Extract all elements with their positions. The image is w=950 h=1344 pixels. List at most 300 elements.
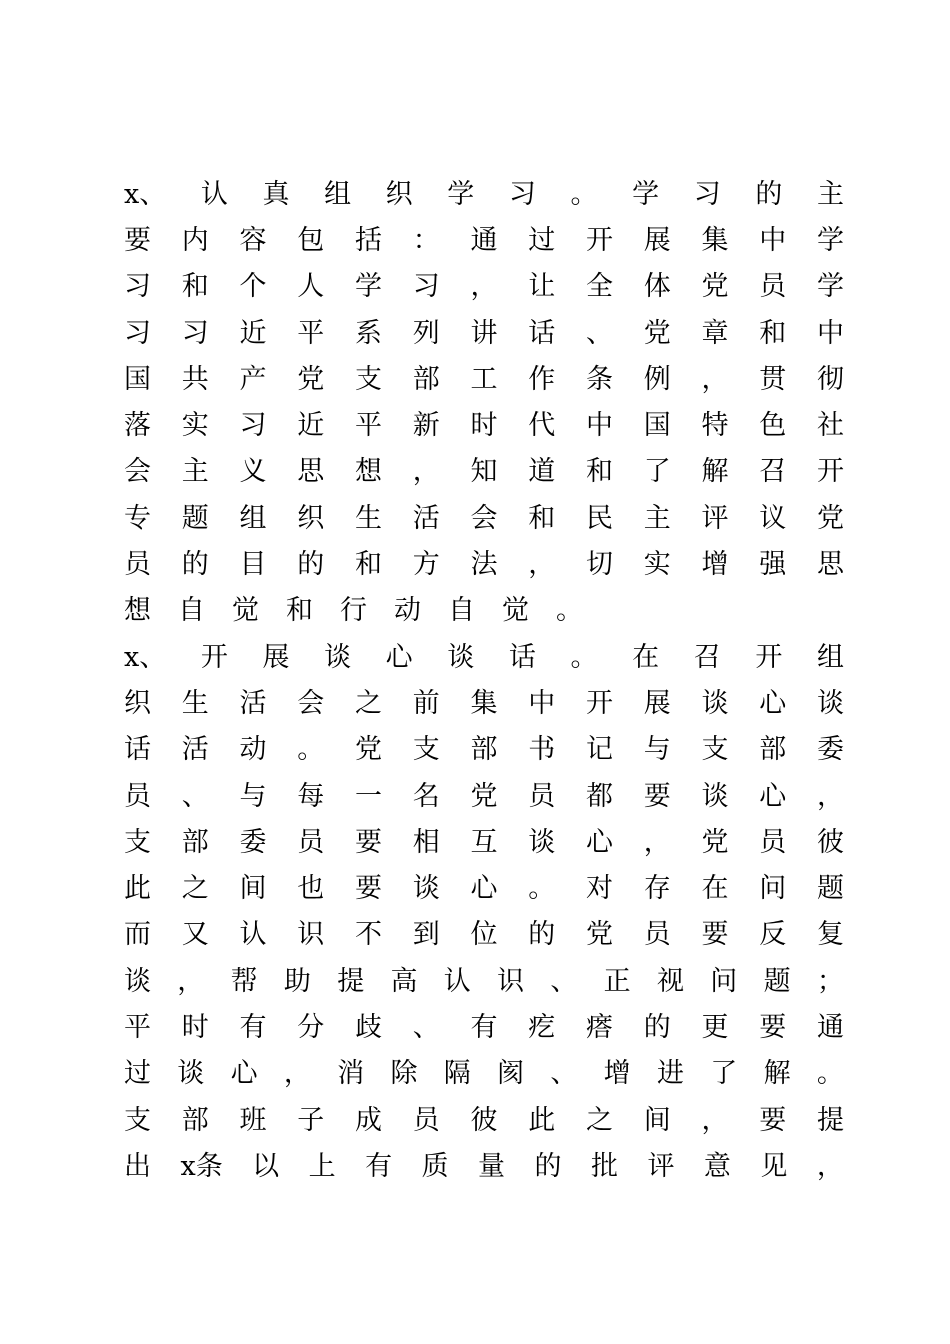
glyph: 有 — [470, 1011, 498, 1043]
glyph: ， — [283, 1058, 311, 1090]
glyph: 义 — [239, 456, 267, 488]
text-line — [124, 353, 844, 399]
glyph: 话 — [528, 317, 556, 349]
glyph: 活 — [239, 687, 267, 719]
glyph: 学 — [355, 271, 382, 303]
glyph: 动 — [239, 734, 267, 766]
glyph: 党 — [701, 271, 729, 303]
glyph: 上 — [308, 1150, 336, 1182]
glyph: 会 — [470, 502, 498, 534]
glyph: 员 — [124, 549, 151, 581]
text-line — [124, 168, 844, 214]
glyph: 题 — [763, 965, 791, 997]
glyph: 复 — [817, 919, 844, 951]
text-line — [124, 955, 844, 1001]
glyph: 评 — [701, 502, 729, 534]
glyph: 活 — [412, 502, 440, 534]
text-line — [124, 1094, 844, 1140]
glyph: 员 — [297, 826, 325, 858]
glyph: 集 — [701, 224, 729, 256]
text-line — [124, 585, 844, 631]
glyph: 党 — [643, 317, 671, 349]
glyph: 展 — [262, 641, 290, 673]
glyph: 织 — [124, 687, 151, 719]
glyph: 心 — [385, 641, 413, 673]
glyph: 组 — [239, 502, 267, 534]
glyph: x、 — [124, 641, 167, 673]
glyph: 色 — [759, 410, 787, 442]
glyph: 解 — [701, 456, 729, 488]
glyph: 习 — [508, 178, 536, 210]
glyph: 。 — [816, 1058, 844, 1090]
text-line — [124, 399, 844, 445]
glyph: 一 — [355, 780, 382, 812]
glyph: 学 — [817, 224, 844, 256]
glyph: 部 — [470, 734, 498, 766]
glyph: 、 — [550, 965, 578, 997]
glyph: x条 — [180, 1150, 223, 1182]
glyph: 议 — [759, 502, 787, 534]
glyph: 特 — [701, 410, 729, 442]
glyph: 彼 — [817, 826, 844, 858]
glyph: 了 — [643, 456, 671, 488]
glyph: 提 — [817, 1104, 844, 1136]
glyph: 意 — [703, 1150, 731, 1182]
glyph: 心 — [759, 780, 787, 812]
glyph: 认 — [443, 965, 471, 997]
glyph: 也 — [297, 873, 325, 905]
glyph: 之 — [181, 873, 209, 905]
glyph: 平 — [297, 317, 325, 349]
text-line — [124, 724, 844, 770]
glyph: 以 — [252, 1150, 280, 1182]
glyph: 体 — [643, 271, 671, 303]
glyph: 消 — [337, 1058, 365, 1090]
glyph: 支 — [355, 363, 382, 395]
glyph: 的 — [181, 549, 209, 581]
glyph: 平 — [355, 410, 382, 442]
glyph: 出 — [124, 1150, 151, 1182]
glyph: 社 — [817, 410, 844, 442]
glyph: 系 — [355, 317, 382, 349]
glyph: 谈 — [701, 687, 729, 719]
glyph: 见 — [760, 1150, 788, 1182]
glyph: 间 — [643, 1104, 671, 1136]
text-line — [124, 631, 844, 677]
glyph: 实 — [181, 410, 209, 442]
glyph: 委 — [239, 826, 267, 858]
glyph: 例 — [643, 363, 671, 395]
glyph: 组 — [816, 641, 844, 673]
glyph: 书 — [528, 734, 556, 766]
glyph: 的 — [528, 919, 556, 951]
glyph: 要 — [759, 1011, 787, 1043]
glyph: 彻 — [817, 363, 844, 395]
text-line — [124, 1048, 844, 1094]
glyph: 落 — [124, 410, 151, 442]
glyph: 想 — [355, 456, 382, 488]
glyph: 习 — [693, 178, 721, 210]
glyph: 谈 — [412, 873, 440, 905]
glyph: 中 — [759, 224, 787, 256]
glyph: 题 — [181, 502, 209, 534]
text-line — [124, 862, 844, 908]
glyph: 思 — [297, 456, 325, 488]
glyph: 、 — [412, 1011, 440, 1043]
glyph: 在 — [701, 873, 729, 905]
glyph: 思 — [817, 549, 844, 581]
glyph: 展 — [643, 224, 671, 256]
glyph: 间 — [239, 873, 267, 905]
glyph: 谈 — [447, 641, 475, 673]
glyph: 个 — [239, 271, 267, 303]
glyph: 之 — [355, 687, 382, 719]
glyph: 章 — [701, 317, 729, 349]
glyph: 党 — [701, 826, 729, 858]
glyph: 和 — [286, 595, 313, 627]
glyph: 动 — [394, 595, 421, 627]
glyph: 阂 — [497, 1058, 525, 1090]
glyph: 部 — [181, 1104, 209, 1136]
glyph: 的 — [755, 178, 783, 210]
glyph: 谈 — [528, 826, 556, 858]
glyph: 学 — [447, 178, 475, 210]
glyph: 到 — [412, 919, 440, 951]
glyph: 让 — [528, 271, 556, 303]
glyph: 专 — [124, 502, 151, 534]
glyph: 的 — [297, 549, 325, 581]
glyph: ； — [816, 965, 844, 997]
glyph: 要 — [124, 224, 151, 256]
glyph: 全 — [586, 271, 613, 303]
glyph: 心 — [759, 687, 787, 719]
glyph: 支 — [124, 826, 151, 858]
glyph: 话 — [508, 641, 536, 673]
glyph: 彼 — [470, 1104, 498, 1136]
glyph: 组 — [324, 178, 352, 210]
glyph: 员 — [124, 780, 151, 812]
glyph: 心 — [586, 826, 613, 858]
glyph: 开 — [586, 224, 613, 256]
glyph: 近 — [239, 317, 267, 349]
glyph: 员 — [759, 271, 787, 303]
glyph: 部 — [181, 826, 209, 858]
glyph: 党 — [470, 780, 498, 812]
glyph: 谈 — [177, 1058, 205, 1090]
text-line — [124, 1140, 844, 1186]
glyph: 提 — [337, 965, 365, 997]
glyph: 员 — [643, 919, 671, 951]
glyph: ， — [701, 363, 729, 395]
glyph: 与 — [239, 780, 267, 812]
glyph: 都 — [586, 780, 613, 812]
glyph: 共 — [181, 363, 209, 395]
glyph: 量 — [478, 1150, 506, 1182]
glyph: 与 — [643, 734, 671, 766]
glyph: 时 — [181, 1011, 209, 1043]
glyph: 、 — [181, 780, 209, 812]
glyph: 在 — [632, 641, 660, 673]
glyph: 和 — [759, 317, 787, 349]
glyph: 行 — [340, 595, 367, 627]
glyph: 位 — [470, 919, 498, 951]
glyph: 题 — [817, 873, 844, 905]
glyph: 真 — [262, 178, 290, 210]
glyph: 过 — [528, 224, 556, 256]
text-line — [124, 492, 844, 538]
glyph: 。 — [570, 641, 598, 673]
glyph: 助 — [283, 965, 311, 997]
glyph: 子 — [297, 1104, 325, 1136]
glyph: 之 — [586, 1104, 613, 1136]
glyph: 活 — [181, 734, 209, 766]
glyph: 更 — [701, 1011, 729, 1043]
glyph: 。 — [556, 595, 583, 627]
glyph: 会 — [297, 687, 325, 719]
glyph: 党 — [297, 363, 325, 395]
glyph: 织 — [297, 502, 325, 534]
glyph: 反 — [759, 919, 787, 951]
glyph: 互 — [470, 826, 498, 858]
glyph: 贯 — [759, 363, 787, 395]
text-line — [124, 909, 844, 955]
glyph: 展 — [643, 687, 671, 719]
glyph: 存 — [643, 873, 671, 905]
glyph: 召 — [759, 456, 787, 488]
glyph: 通 — [470, 224, 498, 256]
glyph: 觉 — [232, 595, 259, 627]
glyph: 心 — [230, 1058, 258, 1090]
glyph: 作 — [528, 363, 556, 395]
glyph: 习 — [239, 410, 267, 442]
glyph: 此 — [124, 873, 151, 905]
body-text — [124, 168, 844, 1187]
glyph: 成 — [355, 1104, 382, 1136]
glyph: 前 — [412, 687, 440, 719]
glyph: 习 — [181, 317, 209, 349]
glyph: 员 — [528, 780, 556, 812]
glyph: 方 — [412, 549, 440, 581]
glyph: 。 — [570, 178, 598, 210]
glyph: 员 — [759, 826, 787, 858]
glyph: 内 — [181, 224, 209, 256]
glyph: 歧 — [355, 1011, 382, 1043]
glyph: 问 — [759, 873, 787, 905]
glyph: 会 — [124, 456, 151, 488]
glyph: 除 — [390, 1058, 418, 1090]
glyph: 而 — [124, 919, 151, 951]
glyph: ， — [177, 965, 205, 997]
glyph: 进 — [656, 1058, 684, 1090]
glyph: 委 — [817, 734, 844, 766]
text-line — [124, 677, 844, 723]
glyph: 视 — [656, 965, 684, 997]
glyph: 主 — [181, 456, 209, 488]
glyph: ， — [701, 1104, 729, 1136]
glyph: 召 — [693, 641, 721, 673]
glyph: 每 — [297, 780, 325, 812]
glyph: 班 — [239, 1104, 267, 1136]
glyph: 的 — [643, 1011, 671, 1043]
glyph: 党 — [817, 502, 844, 534]
glyph: 产 — [239, 363, 267, 395]
glyph: 民 — [586, 502, 613, 534]
glyph: 、 — [586, 317, 613, 349]
text-line — [124, 261, 844, 307]
glyph: 实 — [643, 549, 671, 581]
glyph: 条 — [586, 363, 613, 395]
glyph: 开 — [817, 456, 844, 488]
glyph: 解 — [763, 1058, 791, 1090]
glyph: 增 — [603, 1058, 631, 1090]
glyph: 了 — [710, 1058, 738, 1090]
glyph: 强 — [759, 549, 787, 581]
glyph: 织 — [385, 178, 413, 210]
glyph: 开 — [200, 641, 228, 673]
glyph: 列 — [412, 317, 440, 349]
glyph: 学 — [632, 178, 660, 210]
glyph: 和 — [586, 456, 613, 488]
glyph: 谈 — [701, 780, 729, 812]
text-line — [124, 1001, 844, 1047]
glyph: 容 — [239, 224, 267, 256]
glyph: 想 — [124, 595, 151, 627]
glyph: 识 — [297, 919, 325, 951]
text-line — [124, 307, 844, 353]
glyph: 瘩 — [586, 1011, 613, 1043]
glyph: 开 — [586, 687, 613, 719]
glyph: 相 — [412, 826, 440, 858]
glyph: 谈 — [124, 965, 151, 997]
glyph: 过 — [124, 1058, 151, 1090]
glyph: 支 — [701, 734, 729, 766]
glyph: 自 — [178, 595, 205, 627]
glyph: 质 — [421, 1150, 449, 1182]
glyph: 生 — [355, 502, 382, 534]
glyph: 批 — [590, 1150, 618, 1182]
glyph: 集 — [470, 687, 498, 719]
glyph: 心 — [470, 873, 498, 905]
text-line — [124, 214, 844, 260]
glyph: 觉 — [502, 595, 529, 627]
glyph: 括 — [355, 224, 382, 256]
glyph: 道 — [528, 456, 556, 488]
glyph: 中 — [817, 317, 844, 349]
glyph: 党 — [586, 919, 613, 951]
glyph: 习 — [412, 271, 440, 303]
glyph: 习 — [124, 317, 151, 349]
glyph: 部 — [412, 363, 440, 395]
glyph: ， — [470, 271, 498, 303]
glyph: 要 — [355, 873, 382, 905]
glyph: 正 — [603, 965, 631, 997]
glyph: 谈 — [324, 641, 352, 673]
text-line — [124, 816, 844, 862]
glyph: 自 — [448, 595, 475, 627]
glyph: 疙 — [528, 1011, 556, 1043]
glyph: 话 — [124, 734, 151, 766]
glyph: 工 — [470, 363, 498, 395]
glyph: 高 — [390, 965, 418, 997]
glyph: 识 — [497, 965, 525, 997]
glyph: 认 — [239, 919, 267, 951]
glyph: 新 — [412, 410, 440, 442]
glyph: 法 — [470, 549, 498, 581]
glyph: 平 — [124, 1011, 151, 1043]
glyph: 谈 — [817, 687, 844, 719]
glyph: 帮 — [230, 965, 258, 997]
glyph: 不 — [355, 919, 382, 951]
glyph: 生 — [181, 687, 209, 719]
glyph: 人 — [297, 271, 325, 303]
text-line — [124, 770, 844, 816]
glyph: 名 — [412, 780, 440, 812]
glyph: 开 — [755, 641, 783, 673]
glyph: 、 — [550, 1058, 578, 1090]
glyph: 支 — [124, 1104, 151, 1136]
glyph: 有 — [365, 1150, 393, 1182]
glyph: ， — [412, 456, 440, 488]
glyph: 又 — [181, 919, 209, 951]
glyph: 习 — [124, 271, 151, 303]
glyph: 分 — [297, 1011, 325, 1043]
glyph: 要 — [643, 780, 671, 812]
glyph: 时 — [470, 410, 498, 442]
glyph: 评 — [647, 1150, 675, 1182]
glyph: 和 — [181, 271, 209, 303]
glyph: 中 — [586, 410, 613, 442]
glyph: x、 — [124, 178, 167, 210]
glyph: ， — [817, 780, 844, 812]
glyph: 和 — [355, 549, 382, 581]
glyph: ， — [643, 826, 671, 858]
glyph: 隔 — [443, 1058, 471, 1090]
glyph: 要 — [701, 919, 729, 951]
glyph: ， — [528, 549, 556, 581]
glyph: 。 — [528, 873, 556, 905]
glyph: 问 — [710, 965, 738, 997]
text-line — [124, 538, 844, 584]
glyph: 此 — [528, 1104, 556, 1136]
glyph: 学 — [817, 271, 844, 303]
glyph: 党 — [355, 734, 382, 766]
glyph: 要 — [355, 826, 382, 858]
glyph: 主 — [816, 178, 844, 210]
glyph: 国 — [643, 410, 671, 442]
glyph: 主 — [643, 502, 671, 534]
text-line — [124, 446, 844, 492]
glyph: 员 — [412, 1104, 440, 1136]
glyph: ： — [412, 224, 440, 256]
glyph: 通 — [817, 1011, 844, 1043]
glyph: 中 — [528, 687, 556, 719]
glyph: 支 — [412, 734, 440, 766]
glyph: 讲 — [470, 317, 498, 349]
glyph: 的 — [534, 1150, 562, 1182]
glyph: 认 — [200, 178, 228, 210]
glyph: ， — [816, 1150, 844, 1182]
glyph: 记 — [586, 734, 613, 766]
glyph: 要 — [759, 1104, 787, 1136]
glyph: 国 — [124, 363, 151, 395]
glyph: 包 — [297, 224, 325, 256]
glyph: 和 — [528, 502, 556, 534]
glyph: 目 — [239, 549, 267, 581]
glyph: 增 — [701, 549, 729, 581]
glyph: 切 — [586, 549, 613, 581]
glyph: 对 — [586, 873, 613, 905]
glyph: 部 — [759, 734, 787, 766]
